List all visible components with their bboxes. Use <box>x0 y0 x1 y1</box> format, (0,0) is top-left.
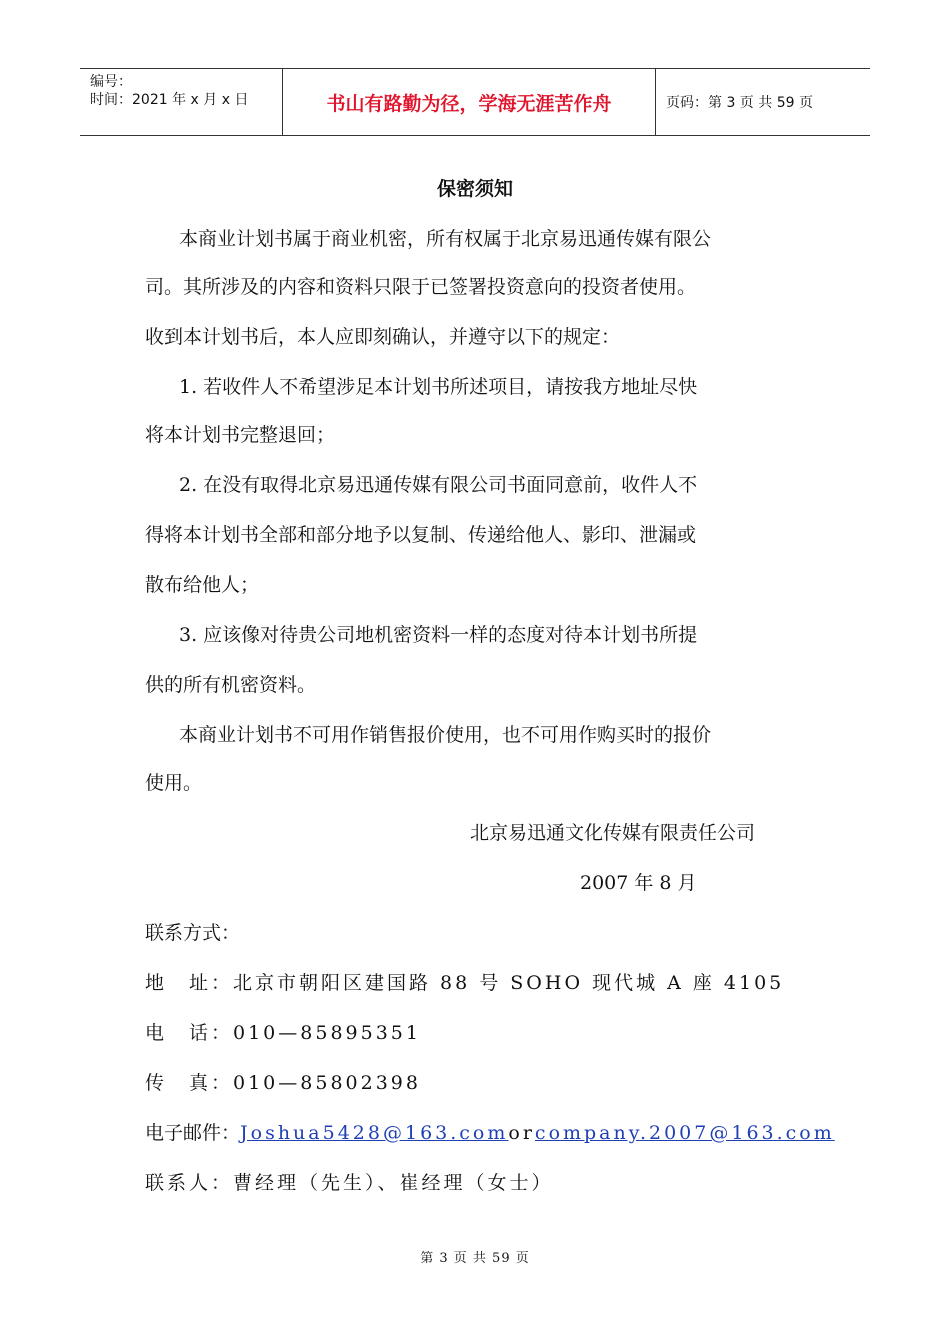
list-item-line: 将本计划书完整退回； <box>145 424 336 446</box>
paragraph-line: 本商业计划书不可用作销售报价使用，也不可用作购买时的报价 <box>179 724 712 746</box>
page-header <box>80 68 870 136</box>
date-label: 时间：2021 年 x 月 x 日 <box>90 92 249 108</box>
contact-email-line <box>145 1118 835 1145</box>
number-label: 编号： <box>90 74 132 90</box>
list-item-line: 1. 若收件人不希望涉足本计划书所述项目，请按我方地址尽快 <box>179 376 698 398</box>
page-footer: 第 3 页 共 59 页 <box>420 1251 530 1266</box>
list-item-line: 得将本计划书全部和部分地予以复制、传递给他人、影印、泄漏或 <box>145 524 697 546</box>
paragraph-line: 使用。 <box>145 772 203 794</box>
list-item-line: 散布给他人； <box>145 574 260 596</box>
header-page-label: 页码：第 3 页 共 59 页 <box>666 95 813 111</box>
contact-heading: 联系方式： <box>145 922 241 944</box>
email-link-2[interactable]: company.2007@163.com <box>534 1122 835 1144</box>
paragraph-line: 本商业计划书属于商业机密，所有权属于北京易迅通传媒有限公 <box>179 228 712 250</box>
document-title: 保密须知 <box>436 178 513 200</box>
email-or: or <box>508 1122 535 1144</box>
contact-phone: 电 话：010—85895351 <box>145 1022 421 1044</box>
contact-fax: 传 真：010—85802398 <box>145 1072 421 1094</box>
signature-date: 2007 年 8 月 <box>580 872 697 894</box>
list-item-line: 2. 在没有取得北京易迅通传媒有限公司书面同意前，收件人不 <box>179 474 698 496</box>
email-label: 电子邮件： <box>145 1122 241 1144</box>
paragraph-line: 司。其所涉及的内容和资料只限于已签署投资意向的投资者使用。 <box>145 276 697 298</box>
paragraph-line: 收到本计划书后，本人应即刻确认，并遵守以下的规定： <box>145 326 621 348</box>
signature-company: 北京易迅通文化传媒有限责任公司 <box>470 822 756 844</box>
contact-address: 地 址：北京市朝阳区建国路 88 号 SOHO 现代城 A 座 4105 <box>145 972 785 994</box>
email-link-1[interactable]: Joshua5428@163.com <box>240 1122 509 1144</box>
list-item-line: 3. 应该像对待贵公司地机密资料一样的态度对待本计划书所提 <box>179 624 698 646</box>
header-motto: 书山有路勤为径，学海无涯苦作舟 <box>282 69 656 135</box>
contact-persons: 联系人：曹经理（先生）、崔经理（女士） <box>145 1172 554 1194</box>
list-item-line: 供的所有机密资料。 <box>145 674 317 696</box>
header-meta <box>80 69 282 135</box>
